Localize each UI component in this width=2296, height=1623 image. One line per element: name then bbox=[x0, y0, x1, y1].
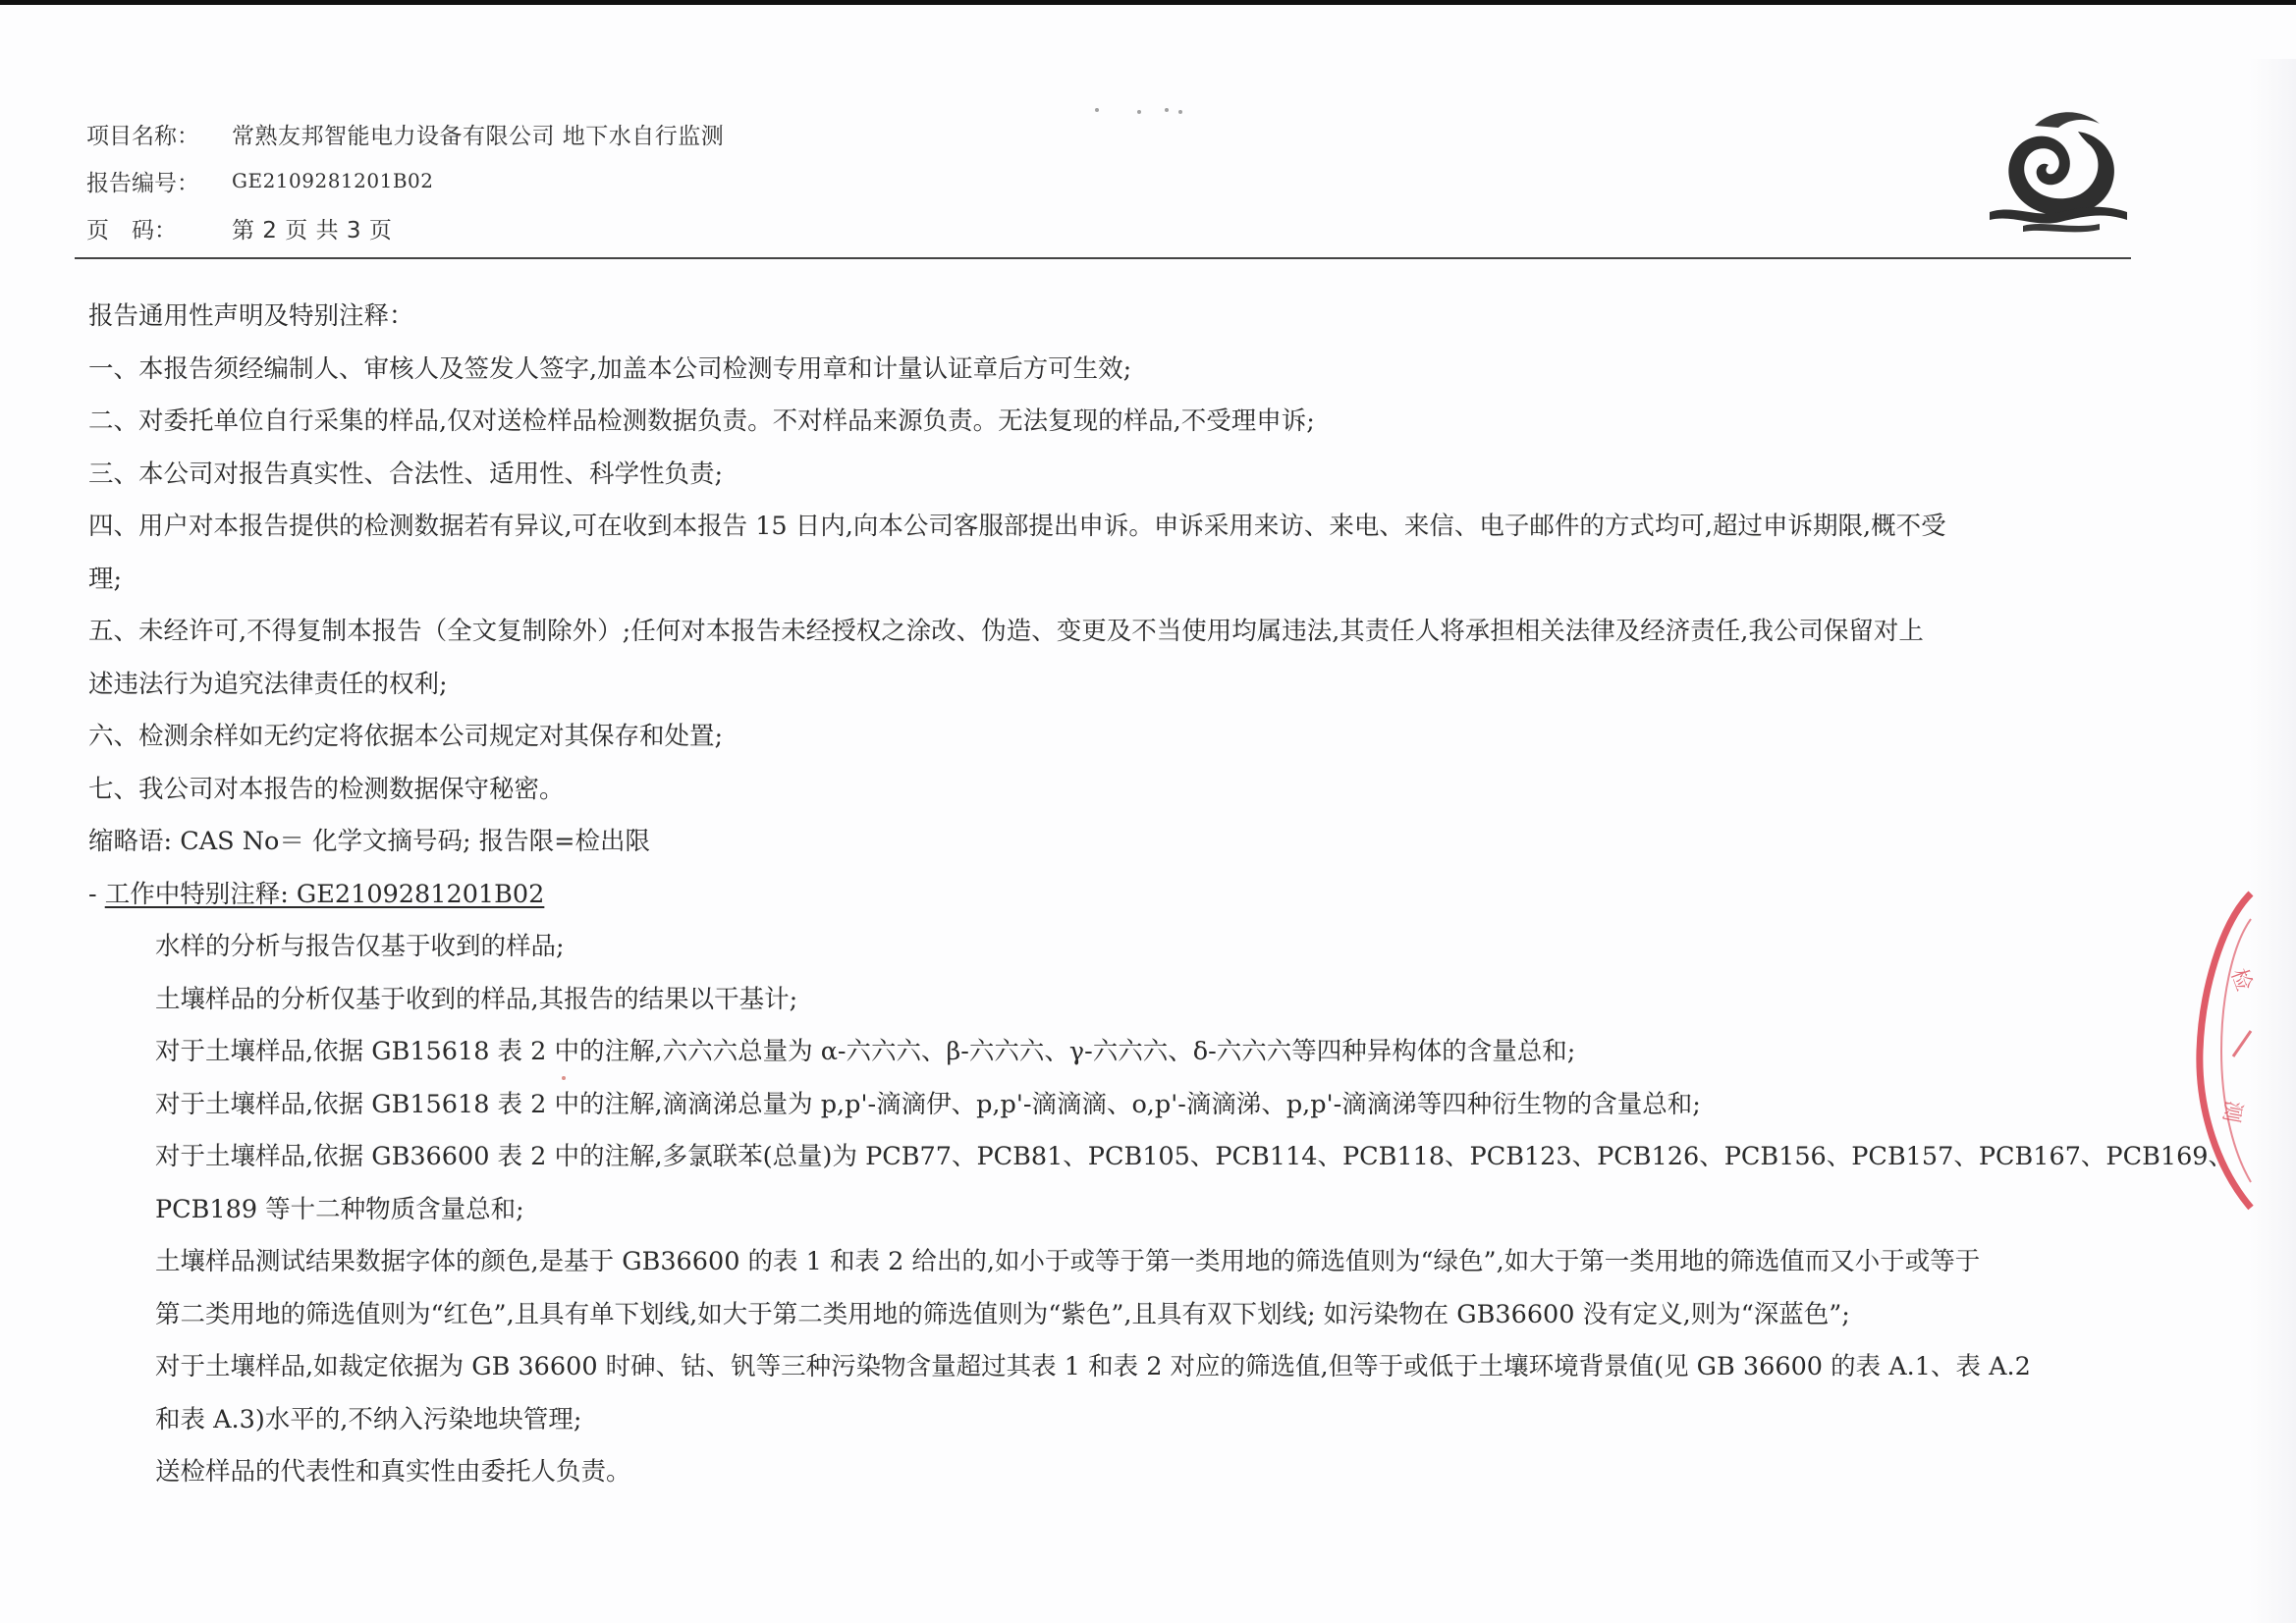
scan-speck bbox=[1178, 110, 1182, 114]
statement-item: 五、未经许可,不得复制本报告（全文复制除外）;任何对本报告未经授权之涂改、伪造、变更及不当使用均属违法,其责任人将承担相关法律及经济责任,我公司保留对上 bbox=[88, 617, 1924, 646]
scan-speck bbox=[562, 1076, 566, 1080]
special-notes-heading bbox=[88, 869, 2151, 922]
scan-speck bbox=[1137, 110, 1141, 114]
scan-top-edge bbox=[0, 0, 2296, 5]
statement-item: 一、本报告须经编制人、审核人及签发人签字,加盖本公司检测专用章和计量认证章后方可生效; bbox=[88, 353, 1132, 384]
project-row bbox=[86, 110, 970, 157]
special-notes-title: 工作中特别注释: GE2109281201B02 bbox=[104, 879, 545, 909]
report-number-row bbox=[86, 157, 970, 204]
special-note-line: 和表 A.3)水平的,不纳入污染地块管理; bbox=[155, 1404, 582, 1434]
project-label: 项目名称： bbox=[86, 123, 199, 149]
statement-item: 七、我公司对本报告的检测数据保守秘密。 bbox=[88, 774, 565, 804]
scan-speck bbox=[1165, 108, 1169, 112]
abbreviations-line: 缩略语: CAS No＝ 化学文摘号码; 报告限=检出限 bbox=[88, 827, 651, 856]
page-value: 第 2 页 共 3 页 bbox=[232, 217, 393, 243]
special-notes-bullet: - bbox=[88, 879, 97, 909]
special-note-line: 水样的分析与报告仅基于收到的样品; bbox=[155, 932, 565, 961]
special-note-line: PCB189 等十二种物质含量总和; bbox=[155, 1194, 524, 1224]
statement-item: 四、用户对本报告提供的检测数据若有异议,可在收到本报告 15 日内,向本公司客服部提出申诉。申诉采用来访、来电、来信、电子邮件的方式均可,超过申诉期限,概不受 bbox=[88, 512, 1946, 541]
scan-speck bbox=[1095, 108, 1099, 112]
report-header bbox=[86, 110, 970, 251]
special-note-line: 对于土壤样品,依据 GB36600 表 2 中的注解,多氯联苯(总量)为 PCB77、PCB81、PCB105、PCB114、PCB118、PCB123、PCB126、PCB156、PCB157、PCB167、PCB169、 bbox=[155, 1142, 2234, 1171]
statement-item: 三、本公司对报告真实性、合法性、适用性、科学性负责; bbox=[88, 459, 724, 489]
svg-text:检: 检 bbox=[2225, 965, 2257, 995]
special-note-line: 对于土壤样品,依据 GB15618 表 2 中的注解,六六六总量为 α-六六六、β-六六六、γ-六六六、δ-六六六等四种异构体的含量总和; bbox=[155, 1037, 1576, 1066]
special-note-line: 送检样品的代表性和真实性由委托人负责。 bbox=[155, 1457, 631, 1487]
svg-text:测: 测 bbox=[2217, 1098, 2246, 1124]
scan-page-edge bbox=[2249, 59, 2296, 1623]
special-note-line: 土壤样品的分析仅基于收到的样品,其报告的结果以干基计; bbox=[155, 984, 798, 1014]
page-row bbox=[86, 204, 970, 251]
page-label: 页 码： bbox=[86, 217, 177, 243]
special-note-line: 土壤样品测试结果数据字体的颜色,是基于 GB36600 的表 1 和表 2 给出的,如小于或等于第一类用地的筛选值则为“绿色”,如大于第一类用地的筛选值而又小于或等于 bbox=[155, 1247, 1981, 1276]
report-number-label: 报告编号： bbox=[86, 170, 199, 196]
report-number-value: GE2109281201B02 bbox=[232, 169, 434, 192]
special-note-line: 对于土壤样品,依据 GB15618 表 2 中的注解,滴滴涕总量为 p,p'-滴滴伊、p,p'-滴滴滴、o,p'-滴滴涕、p,p'-滴滴涕等四种衍生物的含量总和; bbox=[155, 1089, 1701, 1119]
header-divider bbox=[75, 257, 2131, 259]
statement-item-continuation: 述违法行为追究法律责任的权利; bbox=[88, 669, 448, 699]
company-swirl-logo-icon bbox=[1984, 102, 2131, 240]
project-value: 常熟友邦智能电力设备有限公司 地下水自行监测 bbox=[232, 123, 725, 149]
statement-title: 报告通用性声明及特别注释： bbox=[88, 301, 414, 331]
statement-item: 二、对委托单位自行采集的样品,仅对送检样品检测数据负责。不对样品来源负责。无法复现的样品,不受理申诉; bbox=[88, 406, 1315, 436]
red-seal-stamp-fragment-icon bbox=[2182, 884, 2257, 1217]
statement-item-continuation: 理; bbox=[88, 564, 123, 594]
special-note-line: 对于土壤样品,如裁定依据为 GB 36600 时砷、钴、钒等三种污染物含量超过其表 1 和表 2 对应的筛选值,但等于或低于土壤环境背景值(见 GB 36600 的表 A.1、表 A.2 bbox=[155, 1352, 2031, 1381]
statement-item: 六、检测余样如无约定将依据本公司规定对其保存和处置; bbox=[88, 722, 724, 751]
special-note-line: 第二类用地的筛选值则为“红色”,且具有单下划线,如大于第二类用地的筛选值则为“紫色”,且具有双下划线; 如污染物在 GB36600 没有定义,则为“深蓝色”; bbox=[155, 1299, 1850, 1329]
report-body bbox=[88, 291, 2234, 1499]
